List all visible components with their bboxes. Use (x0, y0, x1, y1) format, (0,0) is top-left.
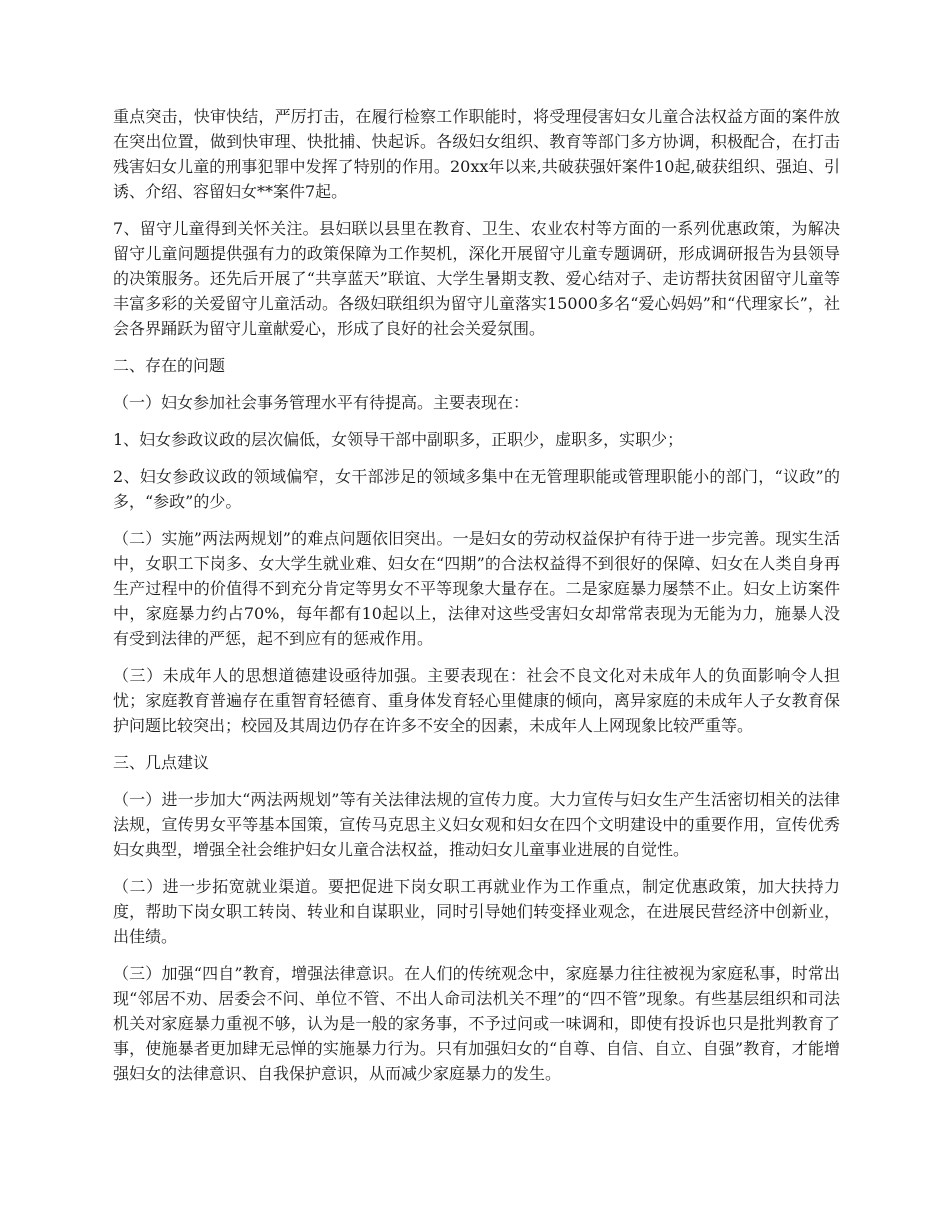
paragraph-case-statistics: 重点突击，快审快结，严厉打击，在履行检察工作职能时，将受理侵害妇女儿童合法权益方面的案件放在突出位置，做到快审理、快批捕、快起诉。各级妇女组织、教育等部门多方协调，积极配合，在打击残害妇女儿童的刑事犯罪中发挥了特别的作用。20xx年以来,共破获强奸案件10起,破获组织、强迫、引诱、介绍、容留妇女**案件7起。 (113, 107, 840, 201)
paragraph-suggestion-four-self: （三）加强“四自”教育，增强法律意识。在人们的传统观念中，家庭暴力往往被视为家庭私事，时常出现“邻居不劝、居委会不问、单位不管、不出人命司法机关不理”的“四不管”现象。有些基层组织和司法机关对家庭暴力重视不够，认为是一般的家务事，不予过问或一味调和，即使有投诉也只是批判教育了事，使施暴者更加肆无忌惮的实施暴力行为。只有加强妇女的“自尊、自信、自立、自强”教育，才能增强妇女的法律意识、自我保护意识，从而减少家庭暴力的发生。 (113, 964, 840, 1083)
section-heading-suggestions: 三、几点建议 (113, 753, 210, 772)
paragraph-left-behind-children: 7、留守儿童得到关怀关注。县妇联以县里在教育、卫生、农业农村等方面的一系列优惠政策，为解决留守儿童问题提供强有力的政策保障为工作契机，深化开展留守儿童专题调研，形成调研报告为县领导的决策服务。还先后开展了“共享蓝天”联谊、大学生暑期支教、爱心结对子、走访帮扶贫困留守儿童等丰富多彩的关爱留守儿童活动。各级妇联组织为留守儿童落实15000多名“爱心妈妈”和“代理家长”，社会各界踊跃为留守儿童献爱心，形成了良好的社会关爱氛围。 (113, 219, 840, 338)
subheading-participation: （一）妇女参加社会事务管理水平有待提高。主要表现在： (113, 393, 530, 412)
paragraph-suggestion-publicity: （一）进一步加大“两法两规划”等有关法律法规的宣传力度。大力宣传与妇女生产生活密切相关的法律法规，宣传男女平等基本国策，宣传马克思主义妇女观和妇女在四个文明建设中的重要作用，宣传优秀妇女典型，增强全社会维护妇女儿童合法权益，推动妇女儿童事业进展的自觉性。 (113, 790, 840, 859)
paragraph-item-2: 2、妇女参政议政的领域偏窄，女干部涉足的领域多集中在无管理职能或管理职能小的部门，“议政”的多，“参政”的少。 (113, 467, 840, 511)
paragraph-minors-moral-education: （三）未成年人的思想道德建设亟待加强。主要表现在：社会不良文化对未成年人的负面影响令人担忧；家庭教育普遍存在重智育轻德育、重身体发育轻心里健康的倾向，离异家庭的未成年人子女教育保护问题比较突出；校园及其周边仍存在许多不安全的因素，未成年人上网现象比较严重等。 (113, 666, 840, 735)
document-body (113, 104, 840, 1098)
paragraph-suggestion-employment: （二）进一步拓宽就业渠道。要把促进下岗女职工再就业作为工作重点，制定优惠政策，加大扶持力度，帮助下岗女职工转岗、转业和自谋职业，同时引导她们转变择业观念，在进展民营经济中创新业，出佳绩。 (113, 877, 840, 946)
paragraph-two-laws-difficulties: （二）实施”两法两规划”的难点问题依旧突出。一是妇女的劳动权益保护有待于进一步完善。现实生活中，女职工下岗多、女大学生就业难、妇女在“四期”的合法权益得不到很好的保障、妇女在人类自身再生产过程中的价值得不到充分肯定等男女不平等现象大量存在。二是家庭暴力屡禁不止。妇女上访案件中，家庭暴力约占70%，每年都有10起以上，法律对这些受害妇女却常常表现为无能为力，施暴人没有受到法律的严惩，起不到应有的惩戒作用。 (113, 529, 840, 648)
section-heading-problems: 二、存在的问题 (113, 356, 226, 375)
paragraph-item-1: 1、妇女参政议政的层次偏低，女领导干部中副职多，正职少，虚职多，实职少； (113, 430, 684, 449)
